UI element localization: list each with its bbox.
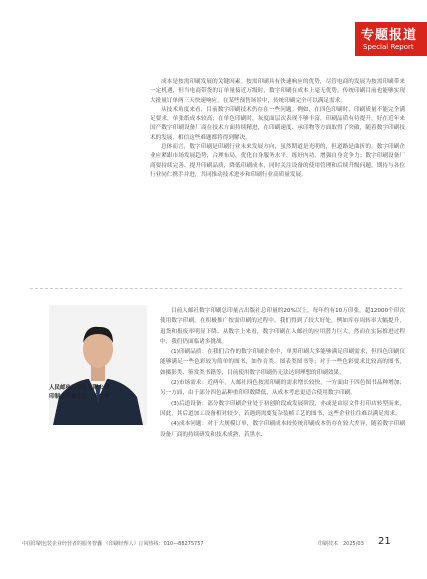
page-number: 21: [378, 536, 391, 547]
article-paragraph: 成本是按需印刷发展的关键因素。按需印刷具有快速响应的优势，尽管电商的发展为按需印刷带来一定机遇，但当电商带货的订单量接近万级时，数字印刷在成本上毫无优势，传统印刷目前也能够实现大批量订单两三天快速响应，在某些预售场景中，传统印刷完全可以满足需求。: [150, 79, 405, 104]
article-paragraph: 总体而言，数字印刷是印刷行业未来发展方向，虽然期道是光明的，但道路是曲折的。数字印刷企业应紧跟市场发展趋势，合理布局，优化自身服务水平，练好内功，增强自身竞争力；数字印刷设备厂商要持续完善、提升印刷品质，降低印刷成本，同时关注设备的使用管理和后续升级问题，期待与各位行业同仁携手并进，共同推动技术进步和印刷行业高质量发展。: [150, 144, 405, 178]
portrait-caption: [49, 384, 149, 402]
column-title-en: Special Report: [363, 43, 414, 51]
footer-slogan: 中国印刷包装企业经营者的服务智囊 《印刷经理人》订阅热线：010—88275757: [22, 541, 204, 547]
caption-person: 印制业务部主任 王少华: [49, 394, 110, 400]
article-paragraph: 从技术角度来看，目前数字印刷技术仍存在一些问题。例如，在四色印刷时，印刷质量不能完全满足要求，单张纸成本较高；在单色印刷时，灰度面层次表现不够丰富，印刷品质有待提升。好在近年来国产数字印刷设备厂商在技术方面持续精进，在印刷速度、承印物等方面取得了突破，随着数字印刷技术的发展，相信这些难题都将得到解决。: [150, 106, 405, 141]
article-body: [150, 78, 405, 180]
footer-journal: 印刷技术 2025/03: [318, 541, 364, 547]
portrait-photo: [49, 305, 147, 425]
interview-paragraph: (4)成本问题：对于大规模订单，数字印刷成本较传统印刷成本仍存在较大差异，随着数字印刷设备厂商的持续研发和技术成熟，若黑水、: [160, 421, 405, 438]
interview-body: [160, 306, 405, 440]
section-divider: [30, 288, 402, 289]
interview-paragraph: (1)印刷品质：在我们合作的数字印刷企业中，单黑印刷大多能够满足印刷需求，但四色印刷仅能够满足一些色彩较为简单的图书，如作育类、图表类图书等；对于一些色彩要求比较高的图书，如摄影类、鉴赏类书籍等，目前使用数字印刷仍无法达到理想的印刷效果。: [160, 349, 405, 376]
column-tag: [355, 22, 427, 56]
interview-paragraph: (2)市场需求：近两年，人邮社四色按需印刷的需求增长较快，一方面由于四色图书品种增加；另一方面，由于部分四色品种重印印数降低，从成本考虑更适合使用数字印刷。: [160, 380, 405, 397]
caption-organization: 人民邮电出版社有限公司: [49, 385, 110, 391]
interview-paragraph: 目前人邮社数字印刷总印量占出版社总印量的20%以上，每年约有10万印张。超12000个印次使用数字印刷。在积极推广按需印刷的过程中，我们得到了较大好处，例如库存周转率大幅提升，退货和报废率明显下降。从数字上来看，数字印刷在人邮社的应用潜力巨大，然而在实际推进过程中，我们仍面临诸多挑战。: [160, 308, 405, 345]
interview-paragraph: (3)后道设备：部分数字印刷企业处于初创阶段或发展阶段，亦或是由原文件打印店转型而来，因此，其后道加工设备相对较少，若遇到需要复杂装帧工艺的图书，这些企业往往难以满足需求。: [160, 400, 405, 417]
page-footer: [22, 537, 412, 551]
column-title-cn: 专题报道: [361, 28, 418, 43]
